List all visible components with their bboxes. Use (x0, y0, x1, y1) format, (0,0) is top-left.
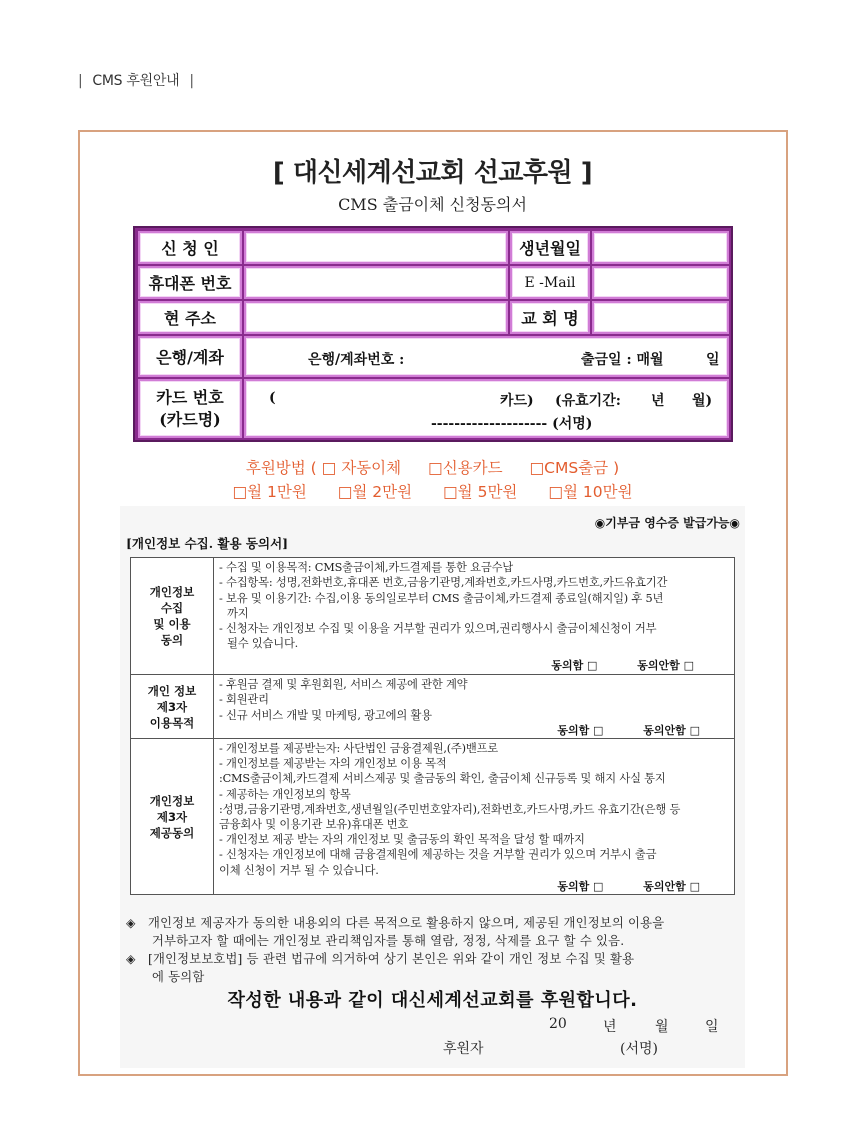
content-line: - 신청자는 개인정보 수집 및 이용을 거부할 권리가 있으며,권리행사시 출금이체신청이 거부 (219, 622, 657, 636)
privacy-section-third-party-use (131, 675, 734, 739)
note-line: 거부하고자 할 때에는 개인정보 관리책임자를 통해 열람, 정정, 삭제를 요구 할 수 있음. (152, 934, 625, 948)
content-line: - 개인정보 제공 받는 자의 개인정보 및 출금동의 확인 목적을 달성 할 때까지 (219, 833, 585, 847)
email-label: E -Mail (510, 266, 590, 299)
amount-option[interactable]: □월 1만원 (232, 483, 307, 501)
card-open-paren: ( (269, 390, 276, 406)
birth-field[interactable] (592, 231, 729, 264)
closing-statement: 작성한 내용과 같이 대신세계선교회를 후원합니다. (227, 990, 638, 1011)
church-label: 교 회 명 (510, 301, 590, 334)
bank-label: 은행/계좌 (138, 336, 242, 377)
signer-signature[interactable]: (서명) (620, 1041, 658, 1057)
card-year-unit: 년 (651, 393, 665, 409)
support-method-line2 (0, 480, 865, 502)
header-divider: | (189, 73, 194, 89)
card-label-line1: 카드 번호 (156, 387, 224, 407)
date-year: 년 (603, 1019, 617, 1035)
label-line: 제공동의 (149, 825, 195, 840)
content-line: - 개인정보를 제공받는 자의 개인정보 이용 목적 (219, 757, 447, 771)
card-name-text: 카드) (500, 393, 534, 409)
content-line: - 회원관리 (219, 693, 269, 707)
content-line: 이체 신청이 거부 될 수 있습니다. (219, 863, 379, 877)
header-label: CMS 후원안내 (92, 73, 180, 89)
privacy-notes (126, 914, 736, 986)
label-line: 개인정보 (149, 793, 195, 808)
label-line: 동의 (160, 633, 184, 647)
section-label (131, 558, 214, 674)
method-auto-transfer[interactable]: 후원방법 ( □ 자동이체 (245, 459, 402, 477)
content-line: 될수 있습니다. (227, 637, 299, 651)
section-content (219, 741, 728, 878)
privacy-section-collection (131, 558, 734, 675)
date-month: 월 (655, 1019, 669, 1035)
card-expiry-text: (유효기간: (555, 393, 621, 409)
privacy-table (130, 557, 735, 895)
disagree-checkbox[interactable]: 동의안함 □ (643, 724, 700, 737)
content-line: :성명,금융기관명,계좌번호,생년월일(주민번호앞자리),전화번호,카드사명,카드 유효기간(은행 등 (219, 802, 681, 816)
label-line: 이용목적 (149, 715, 195, 730)
label-line: 수집 (160, 601, 184, 615)
amount-option[interactable]: □월 2만원 (337, 483, 413, 501)
section-label (131, 675, 214, 738)
phone-field[interactable] (244, 266, 508, 299)
method-credit-card[interactable]: □신용카드 (428, 459, 503, 477)
applicant-label: 신 청 인 (138, 231, 242, 264)
content-line: - 신규 서비스 개발 및 마케팅, 광고에의 활용 (219, 708, 432, 722)
agree-checkbox[interactable]: 동의함 □ (557, 724, 604, 737)
card-signature-line: -------------------- (서명) (431, 416, 593, 432)
bank-field[interactable] (244, 336, 729, 377)
email-field[interactable] (592, 266, 729, 299)
card-month-unit: 월) (692, 393, 713, 409)
label-line: 개인정보 (149, 585, 195, 599)
signer-label: 후원자 (443, 1041, 484, 1057)
note-line: 에 동의함 (152, 970, 205, 984)
address-field[interactable] (244, 301, 508, 334)
note-item (126, 950, 736, 986)
application-form (133, 226, 733, 442)
phone-label: 휴대폰 번호 (138, 266, 242, 299)
card-field[interactable] (244, 379, 729, 438)
diamond-bullet-icon: ◈ (126, 952, 136, 966)
card-label (138, 379, 242, 438)
page-header (78, 70, 204, 90)
consent-checkboxes (515, 657, 694, 673)
card-label-line2: (카드명) (159, 409, 221, 429)
withdraw-day-unit: 일 (706, 352, 720, 368)
amount-option[interactable]: □월 10만원 (548, 483, 633, 501)
birth-label: 생년월일 (510, 231, 590, 264)
date-prefix: 20 (549, 1016, 567, 1032)
content-line: :CMS출금이체,카드결제 서비스제공 및 출금동의 확인, 출금이체 신규등록 및 해지 사실 통지 (219, 772, 666, 786)
agree-checkbox[interactable]: 동의함 □ (551, 659, 598, 672)
content-line: - 수집 및 이용목적: CMS출금이체,카드결제를 통한 요금수납 (219, 561, 513, 574)
note-line: 개인정보 제공자가 동의한 내용외의 다른 목적으로 활용하지 않으며, 제공된 개인정보의 이용을 (148, 916, 665, 930)
content-line: - 후원금 결제 및 후원회원, 서비스 제공에 관한 계약 (219, 678, 468, 691)
date-day: 일 (705, 1019, 719, 1035)
content-line: 까지 (227, 606, 249, 620)
header-divider: | (78, 73, 83, 89)
page-title: [ 대신세계선교회 선교후원 ] (272, 158, 593, 188)
section-label (131, 739, 214, 894)
privacy-section-third-party-provision (131, 739, 734, 894)
page-subtitle: CMS 출금이체 신청동의서 (338, 195, 527, 214)
content-line: - 제공하는 개인정보의 항목 (219, 787, 351, 801)
label-line: 제3자 (156, 809, 188, 824)
consent-checkboxes (521, 722, 700, 738)
note-item (126, 914, 736, 950)
withdraw-day-text: 출금일 : 매월 (581, 352, 664, 368)
consent-checkboxes (521, 878, 700, 894)
disagree-checkbox[interactable]: 동의안함 □ (637, 659, 694, 672)
agree-checkbox[interactable]: 동의함 □ (557, 880, 604, 893)
church-field[interactable] (592, 301, 729, 334)
note-line: [개인정보보호법] 등 관련 법규에 의거하여 상기 본인은 위와 같이 개인 정보 수집 및 활용 (148, 952, 635, 966)
section-content (219, 677, 728, 723)
applicant-field[interactable] (244, 231, 508, 264)
section-content (219, 560, 728, 652)
disagree-checkbox[interactable]: 동의안함 □ (643, 880, 700, 893)
content-line: 금융회사 및 이용기관 보유)휴대폰 번호 (219, 818, 409, 832)
receipt-note: ◉기부금 영수증 발급가능◉ (594, 516, 740, 530)
privacy-title: [개인정보 수집. 활용 동의서] (126, 536, 289, 551)
content-line: - 수집항목: 성명,전화번호,휴대폰 번호,금융기관명,계좌번호,카드사명,카드번호,카드유효기간 (219, 576, 668, 590)
label-line: 개인 정보 (147, 683, 197, 698)
address-label: 현 주소 (138, 301, 242, 334)
method-cms[interactable]: □CMS출금 ) (529, 459, 620, 477)
amount-option[interactable]: □월 5만원 (443, 483, 518, 501)
support-method-line1 (0, 456, 865, 478)
content-line: - 신청자는 개인정보에 대해 금융결제원에 제공하는 것을 거부할 권리가 있으며 거부시 출금 (219, 848, 657, 862)
content-line: - 보유 및 이용기간: 수집,이용 동의일로부터 CMS 출금이체,카드결제 종료일(해지일) 후 5년 (219, 591, 664, 605)
bank-account-text: 은행/계좌번호 : (308, 352, 405, 368)
label-line: 제3자 (156, 699, 188, 714)
label-line: 및 이용 (153, 617, 191, 631)
content-line: - 개인정보를 제공받는자: 사단법인 금융결제원,(주)밴프로 (219, 742, 498, 755)
diamond-bullet-icon: ◈ (126, 916, 136, 930)
